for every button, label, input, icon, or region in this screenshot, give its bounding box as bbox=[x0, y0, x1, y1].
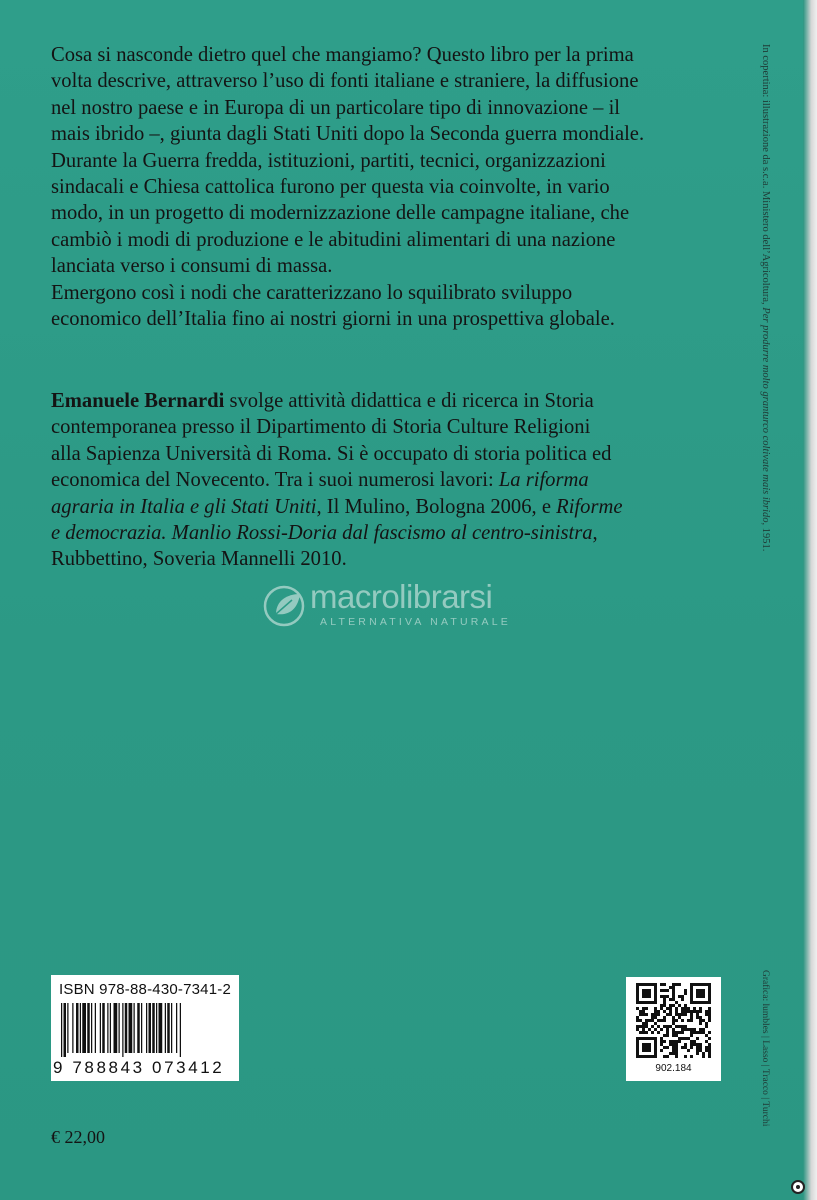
description-line: sindacali e Chiesa cattolica furono per questa via coinvolte, in vario bbox=[51, 176, 610, 199]
description-line: cambiò i modi di produzione e le abitudini alimentari di una nazione bbox=[51, 228, 616, 251]
barcode-digits: 9 788843 073412 bbox=[53, 1058, 225, 1077]
qr-code-box bbox=[626, 977, 721, 1081]
bio-line bbox=[51, 467, 731, 493]
isbn-text: ISBN 978-88-430-7341-2 bbox=[59, 981, 232, 998]
bio-text: svolge attività didattica e di ricerca in Storia bbox=[224, 390, 594, 412]
barcode-bars bbox=[59, 1003, 231, 1057]
watermark-name: macrolibrarsi bbox=[310, 578, 493, 615]
bio-line: contemporanea presso il Dipartimento di Storia Culture Religioni bbox=[51, 416, 591, 439]
qr-code-number: 902.184 bbox=[655, 1063, 692, 1074]
spine-edge bbox=[803, 0, 817, 1200]
qr-code-icon bbox=[636, 983, 711, 1058]
round-badge-icon bbox=[791, 1180, 805, 1194]
book-title-italic: agraria in Italia e gli Stati Uniti bbox=[51, 495, 317, 518]
author-name: Emanuele Bernardi bbox=[51, 390, 225, 412]
description-line: Durante la Guerra fredda, istituzioni, partiti, tecnici, organizzazioni bbox=[51, 149, 606, 172]
description-line: lanciata verso i consumi di massa. bbox=[51, 255, 333, 278]
bio-text: , Il Mulino, Bologna 2006, e bbox=[316, 495, 557, 518]
price: € 22,00 bbox=[51, 1127, 105, 1147]
bio-line bbox=[51, 494, 731, 520]
bio-text: , bbox=[592, 522, 598, 545]
watermark-logo bbox=[262, 578, 582, 638]
cover-illustration-credit bbox=[760, 44, 771, 551]
bio-line bbox=[51, 388, 731, 414]
description-line: Cosa si nasconde dietro quel che mangiamo? Questo libro per la prima bbox=[51, 44, 634, 66]
bio-line: alla Sapienza Università di Roma. Si è occupato di storia politica ed bbox=[51, 442, 612, 465]
credit-text: , 1951. bbox=[760, 522, 771, 552]
bio-line bbox=[51, 520, 731, 546]
description-line: modo, in un progetto di modernizzazione delle campagne italiane, che bbox=[51, 202, 630, 225]
book-title-italic: e democrazia. Manlio Rossi-Doria dal fascismo al centro-sinistra bbox=[51, 522, 593, 545]
book-title-italic: Riforme bbox=[556, 495, 623, 518]
book-description bbox=[51, 42, 731, 332]
author-bio bbox=[51, 388, 731, 573]
bio-text: economica del Novecento. Tra i suoi numerosi lavori: bbox=[51, 469, 499, 492]
leaf-icon bbox=[262, 584, 314, 628]
watermark-tagline: ALTERNATIVA NATURALE bbox=[320, 616, 511, 628]
bio-line: Rubbettino, Soveria Mannelli 2010. bbox=[51, 548, 347, 571]
credit-title: Per produrre molto granturco coltivate mais ibrido bbox=[760, 307, 771, 523]
graphic-design-credit: Grafica: lumbles | Lasso | Tracco | Turchi bbox=[760, 970, 770, 1127]
description-line: Emergono così i nodi che caratterizzano lo squilibrato sviluppo bbox=[51, 281, 573, 304]
description-line: mais ibrido –, giunta dagli Stati Uniti dopo la Seconda guerra mondiale. bbox=[51, 123, 645, 146]
book-title-italic: La riforma bbox=[498, 469, 589, 492]
isbn-barcode bbox=[51, 975, 239, 1081]
description-line: volta descrive, attraverso l’uso di fonti italiane e straniere, la diffusione bbox=[51, 70, 639, 93]
credit-text: In copertina: illustrazione da s.c.a. Ministero dell’Agricoltura, bbox=[760, 44, 771, 308]
description-line: nel nostro paese e in Europa di un particolare tipo di innovazione – il bbox=[51, 96, 621, 119]
description-line: economico dell’Italia fino ai nostri giorni in una prospettiva globale. bbox=[51, 308, 615, 331]
